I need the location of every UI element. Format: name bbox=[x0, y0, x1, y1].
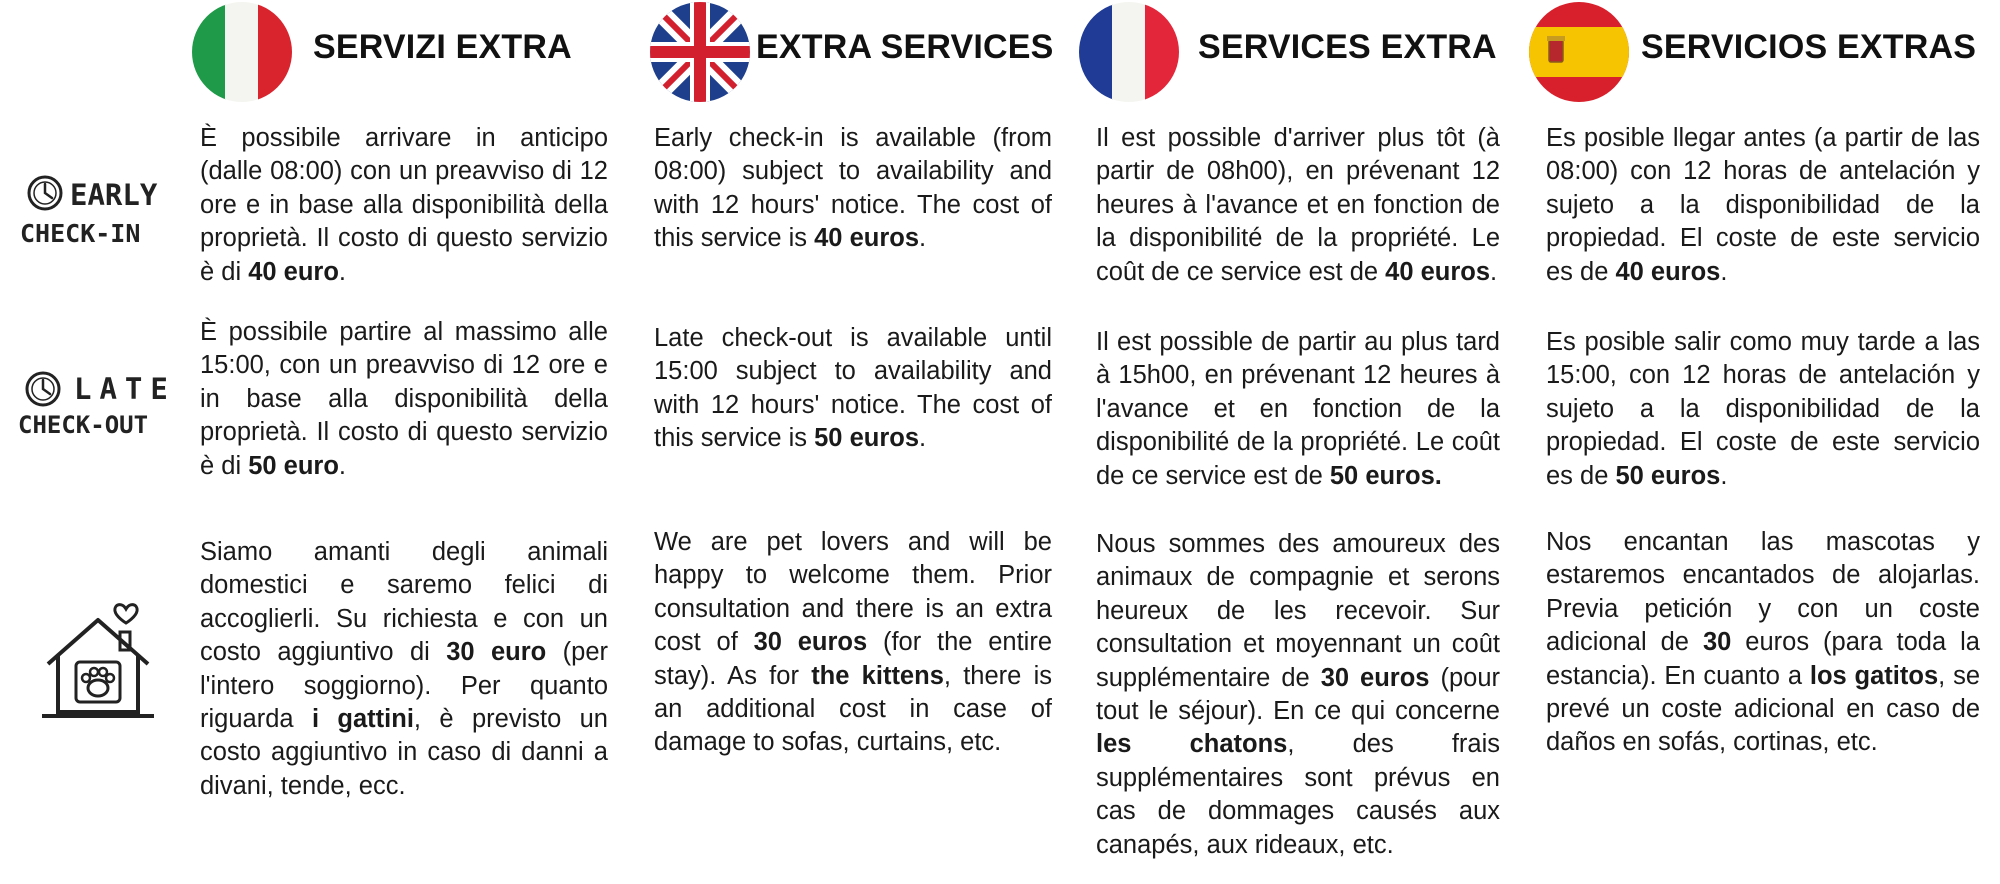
late-label-line2: CHECK-OUT bbox=[18, 411, 149, 439]
english-pets-text: We are pet lovers and will be happy to welcome them. Prior consultation and there is an extra cost of 30 euros (for the entire stay). As for the kittens, there is an additional cost in case of damage to sofas, curtains, etc. bbox=[654, 528, 1053, 757]
title-french: SERVICES EXTRA bbox=[1198, 28, 1497, 66]
early-checkin-label bbox=[18, 170, 178, 260]
early-label-line1: EARLY bbox=[70, 178, 158, 212]
title-english: EXTRA SERVICES bbox=[756, 28, 1054, 66]
early-label-line2: CHECK-IN bbox=[20, 219, 141, 248]
italian-late-checkout-text: È possibile partire al massimo alle 15:00, con un preavviso di 12 ore e in base alla disponibilità della proprietà. Il costo di questo servizio è di 50 euro. bbox=[200, 318, 608, 480]
uk-flag-icon bbox=[650, 2, 750, 102]
france-flag-icon bbox=[1079, 2, 1179, 102]
french-late-checkout-text: Il est possible de partir au plus tard à 15h00, en prévenant 12 heures à l'avance et en fonction de la disponibilité de la propriété. Le coût de ce service est de 50 euros. bbox=[1096, 328, 1500, 490]
late-label-line1: LATE bbox=[74, 372, 176, 406]
clock-icon bbox=[26, 174, 64, 212]
spain-flag-icon bbox=[1529, 2, 1629, 102]
english-late-checkout-text: Late check-out is available until 15:00 subject to availability and with 12 hours' notice. The cost of this service is 50 euros. bbox=[654, 324, 1052, 453]
french-pets-text: Nous sommes des amoureux des animaux de compagnie et serons heureux de les recevoir. Sur consultation et moyennant un coût supplémentaire de 30 euros (pour tout le séjour). En ce qui concerne les chatons, des frais supplémentaires sont prévus en cas de dommages causés aux canapés, aux rideaux, etc. bbox=[1096, 530, 1500, 859]
italian-early-checkin-text: È possibile arrivare in anticipo (dalle 08:00) con un preavviso di 12 ore e in base alla disponibilità della proprietà. Il costo di questo servizio è di 40 euro. bbox=[200, 124, 608, 286]
spanish-early-checkin-text: Es posible llegar antes (a partir de las 08:00) con 12 horas de antelación y sujeto a la disponibilidad de la propiedad. El coste de este servicio es de 40 euros. bbox=[1546, 124, 1980, 286]
pet-house-icon bbox=[38, 596, 158, 726]
french-early-checkin-text: Il est possible d'arriver plus tôt (à partir de 08h00), en prévenant 12 heures à l'avance et en fonction de la disponibilité de la propriété. Le coût de ce service est de 40 euros. bbox=[1096, 124, 1500, 286]
spanish-pets-text: Nos encantan las mascotas y estaremos encantados de alojarlas. Previa petición y con un coste adicional de 30 euros (para toda la estancia). En cuanto a los gatitos, se prevé un coste adicional en caso de daños en sofás, cortinas, etc. bbox=[1546, 528, 1980, 757]
title-italian: SERVIZI EXTRA bbox=[313, 28, 572, 66]
late-checkout-label bbox=[18, 368, 178, 458]
spanish-late-checkout-text: Es posible salir como muy tarde a las 15:00, con 12 horas de antelación y sujeto a la disponibilidad de la propiedad. El coste de este servicio es de 50 euros. bbox=[1546, 328, 1980, 490]
italy-flag-icon bbox=[192, 2, 292, 102]
english-early-checkin-text: Early check-in is available (from 08:00) subject to availability and with 12 hours' notice. The cost of this service is 40 euros. bbox=[654, 124, 1052, 253]
clock-icon bbox=[24, 370, 62, 408]
italian-pets-text: Siamo amanti degli animali domestici e saremo felici di accoglierli. Su richiesta e con un costo aggiuntivo di 30 euro (per l'intero soggiorno). Per quanto riguarda i gattini, è previsto un costo aggiuntivo in caso di danni a divani, tende, ecc. bbox=[200, 538, 608, 800]
title-spanish: SERVICIOS EXTRAS bbox=[1641, 28, 1977, 66]
